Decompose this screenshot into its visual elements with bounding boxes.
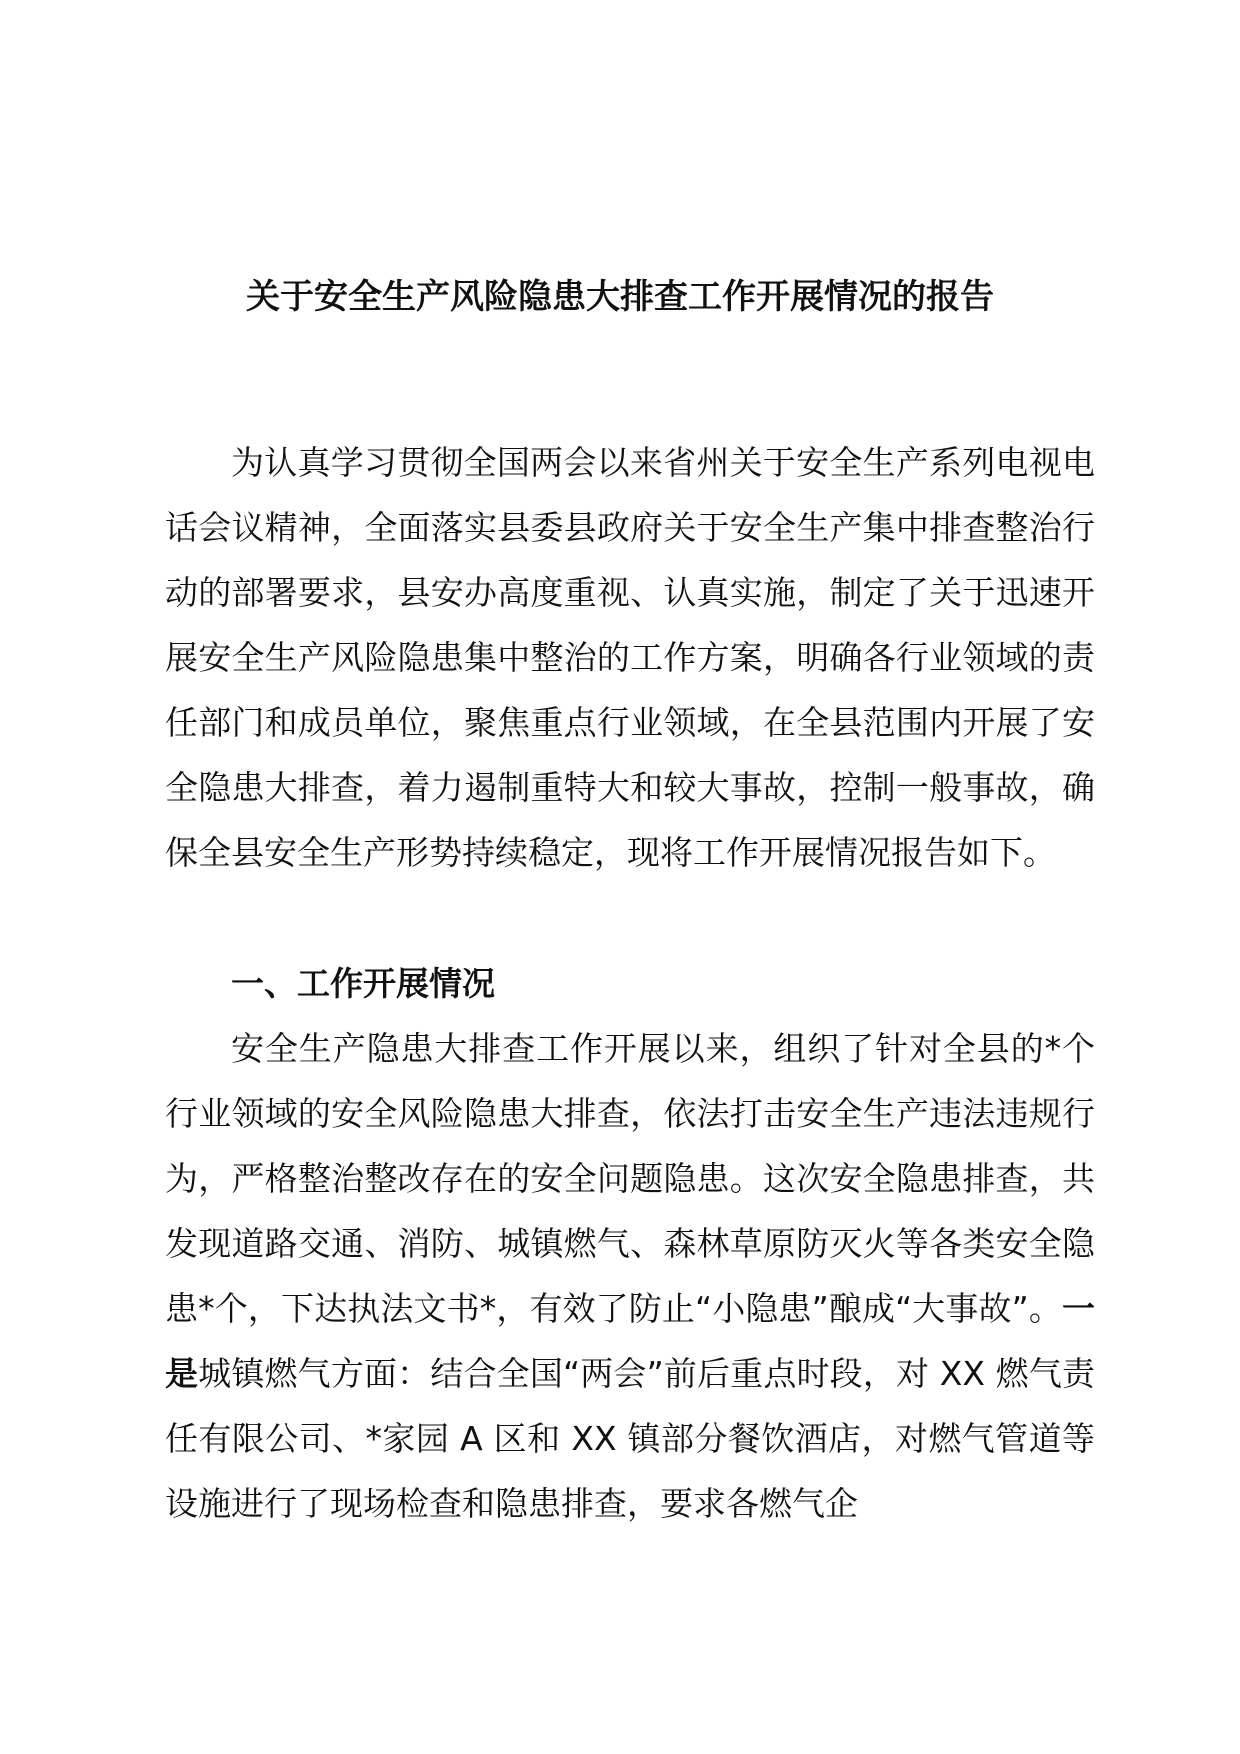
work-status-text-part-a: 安全生产隐患大排查工作开展以来，组织了针对全县的*个行业领域的安全风险隐患大排查，依法打击安全生产违法违规行为，严格整治整改存在的安全问题隐患。这次安全隐患排查，共发现道路交通、消防、城镇燃气、森林草原防灭火等各类安全隐患*个，下达执法文书*，有效了防止“小隐患”酿成“大事故”。 bbox=[165, 1029, 1095, 1328]
work-status-paragraph bbox=[165, 1016, 1095, 1536]
intro-paragraph: 为认真学习贯彻全国两会以来省州关于安全生产系列电视电话会议精神，全面落实县委县政府关于安全生产集中排查整治行动的部署要求，县安办高度重视、认真实施，制定了关于迅速开展安全生产风险隐患集中整治的工作方案，明确各行业领域的责任部门和成员单位，聚焦重点行业领域，在全县范围内开展了安全隐患大排查，着力遏制重特大和较大事故，控制一般事故，确保全县安全生产形势持续稳定，现将工作开展情况报告如下。 bbox=[165, 443, 1095, 872]
work-status-text-part-b: 城镇燃气方面：结合全国“两会”前后重点时段，对 XX 燃气责任有限公司、*家园 A 区和 XX 镇部分餐饮酒店，对燃气管道等设施进行了现场检查和隐患排查，要求各燃气企 bbox=[165, 1354, 1096, 1523]
section-heading-work-status: 一、工作开展情况 bbox=[231, 964, 495, 1003]
document-title: 关于安全生产风险隐患大排查工作开展情况的报告 bbox=[246, 277, 994, 317]
emphasis-first-item: 一是 bbox=[165, 1289, 1095, 1393]
